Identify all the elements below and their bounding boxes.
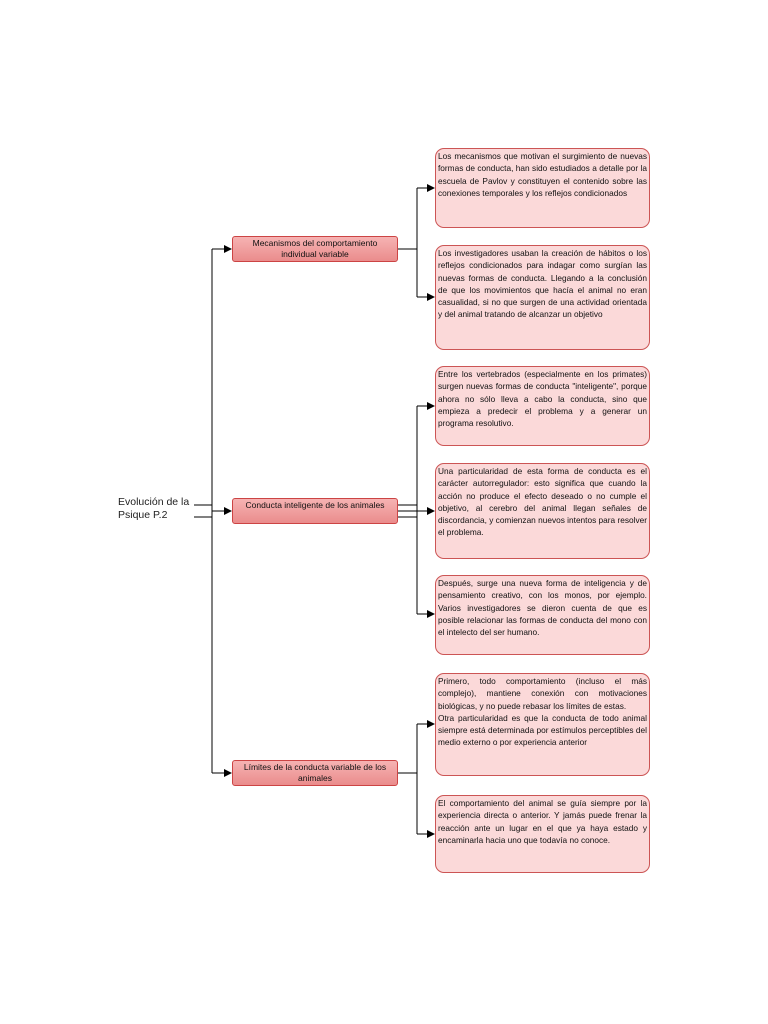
leaf-text: Otra particularidad es que la conducta de todo animal siempre está determinada por estímulos perceptibles del medio externo o por experiencia anterior bbox=[438, 712, 647, 748]
leaf-text: Los investigadores usaban la creación de hábitos o los reflejos condicionados para indagar como surgían las nuevas formas de conducta. Llegando a la conclusión de que los movimientos que hacía el animal no eran casualidad, si no que surgen de una actividad orientada y del animal tratando de alcanzar un objetivo bbox=[438, 248, 647, 320]
root-connector bbox=[194, 249, 212, 773]
leaf-node bbox=[435, 673, 650, 776]
root-node-label: Evolución de la Psique P.2 bbox=[118, 496, 190, 521]
leaf-node bbox=[435, 245, 650, 350]
leaf-text: Después, surge una nueva forma de inteligencia y de pensamiento creativo, con los monos, por ejemplo. Varios investigadores se dieron cuenta de que es posible relacionar las formas de conducta del mono con el intelecto del ser humano. bbox=[438, 578, 647, 638]
branch-node-mecanismos: Mecanismos del comportamiento individual variable bbox=[232, 236, 398, 262]
branch-1-connector bbox=[398, 188, 417, 297]
leaf-text: El comportamiento del animal se guía siempre por la experiencia directa o anterior. Y jamás puede frenar la reacción ante un lugar en el que ya haya estado y encaminarla hacia uno que todavía no conoce. bbox=[438, 798, 647, 845]
leaf-text: Una particularidad de esta forma de conducta es el carácter autorregulador: esto significa que cuando la acción no produce el efecto deseado o no cumple el objetivo, al cerebro del animal llegan señales de discordancia, y comienzan nuevos intentos para resolver el problema. bbox=[438, 466, 647, 538]
branch-node-limites: Límites de la conducta variable de los animales bbox=[232, 760, 398, 786]
leaf-text: Entre los vertebrados (especialmente en los primates) surgen nuevas formas de conducta "inteligente", porque ahora no sólo lleva a cabo la conducta, sino que empieza a predecir el problema y a generar un programa resolutivo. bbox=[438, 369, 647, 429]
branch-node-conducta-inteligente: Conducta inteligente de los animales bbox=[232, 498, 398, 524]
branch-3-connector bbox=[398, 724, 417, 834]
leaf-node bbox=[435, 463, 650, 559]
leaf-text: Los mecanismos que motivan el surgimiento de nuevas formas de conducta, han sido estudiados a detalle por la escuela de Pavlov y constituyen el contenido sobre las conexiones temporales y los reflejos condicionados bbox=[438, 151, 647, 198]
leaf-node bbox=[435, 795, 650, 873]
leaf-text: Primero, todo comportamiento (incluso el más complejo), mantiene conexión con motivaciones biológicas, y no puede rebasar los límites de estas. bbox=[438, 676, 647, 711]
leaf-node bbox=[435, 366, 650, 446]
branch-2-connector bbox=[398, 406, 417, 614]
leaf-node bbox=[435, 575, 650, 655]
leaf-node bbox=[435, 148, 650, 228]
